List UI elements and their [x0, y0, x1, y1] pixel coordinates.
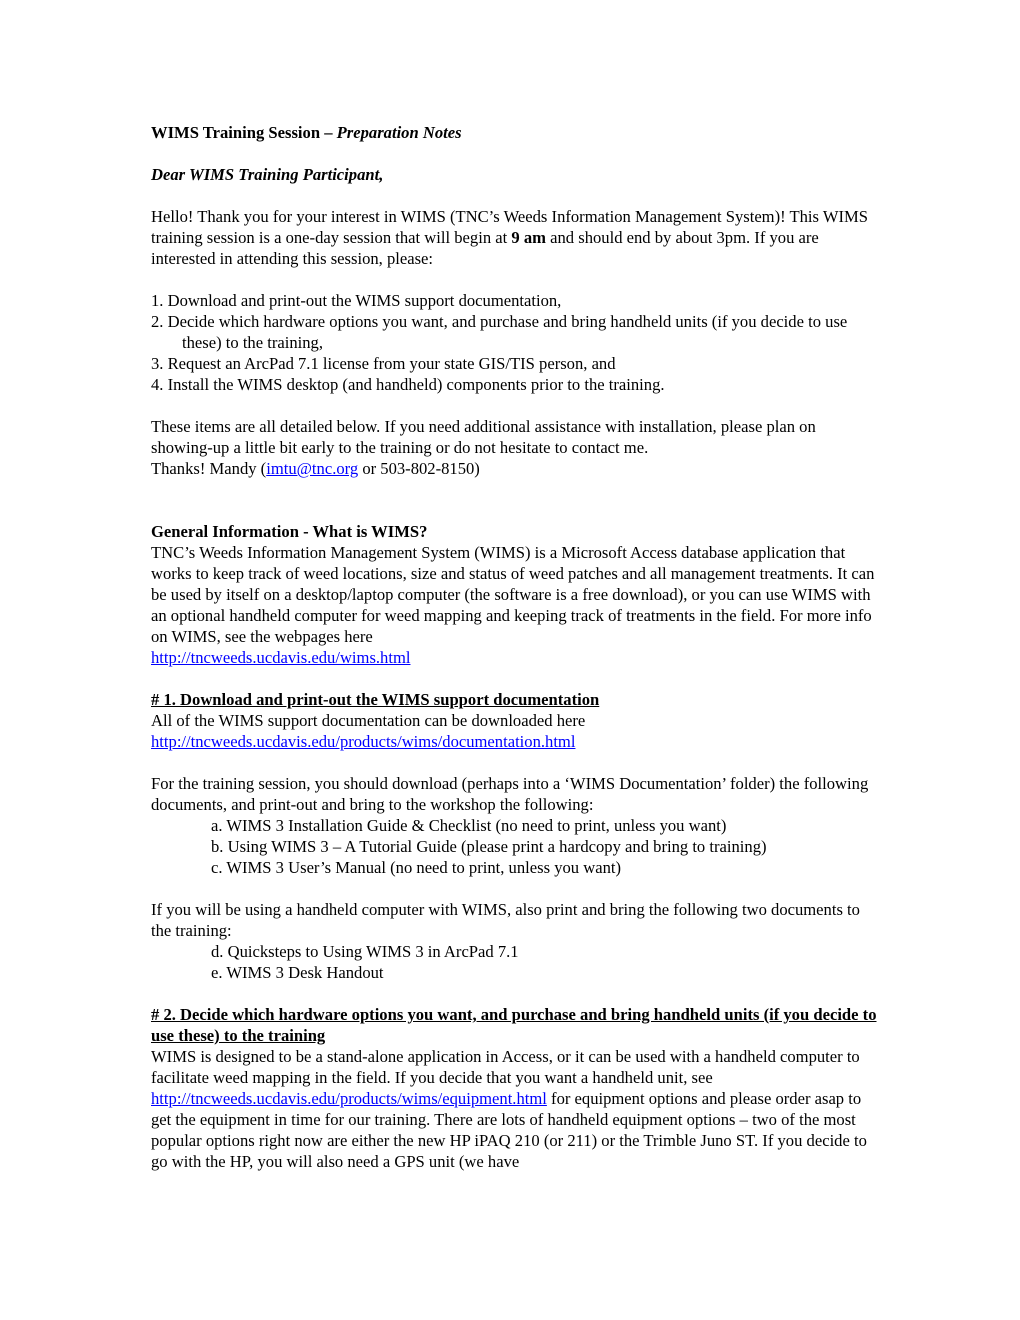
- section2-paragraph: WIMS is designed to be a stand-alone application in Access, or it can be used with a handheld computer to facilitate weed mapping in the field. If you decide that you want a handheld unit, see http://tncweeds.ucdavis.edu/products/wims/equipment.html for equipment options and please order asap to get the equipment in time for our training. There are lots of handheld equipment options – two of the most popular options right now are either the new HP iPAQ 210 (or 211) or the Trimble Juno ST. If you decide to go with the HP, you will also need a GPS unit (we have: [151, 1047, 867, 1171]
- section-heading-general: General Information - What is WIMS?: [151, 522, 428, 541]
- assistance-paragraph: These items are all detailed below. If you need additional assistance with installation, please plan on showing-up a little bit early to the training or do not hesitate to contact me.: [151, 417, 816, 457]
- section1-paragraph: For the training session, you should download (perhaps into a ‘WIMS Documentation’ folder) the following documents, and print-out and bring to the workshop the following:: [151, 774, 869, 814]
- handheld-paragraph: If you will be using a handheld computer with WIMS, also print and bring the following two documents to the training:: [151, 900, 860, 940]
- list-item: 2. Decide which hardware options you want, and purchase and bring handheld units (if you decide to use these) to the training,: [151, 312, 848, 352]
- list-item: d. Quicksteps to Using WIMS 3 in ArcPad 7.1: [211, 942, 519, 961]
- list-item: c. WIMS 3 User’s Manual (no need to print, unless you want): [211, 858, 622, 877]
- section-heading-2: # 2. Decide which hardware options you want, and purchase and bring handheld units (if you decide to use these) to the training: [151, 1005, 877, 1045]
- list-item: a. WIMS 3 Installation Guide & Checklist (no need to print, unless you want): [211, 816, 727, 835]
- intro-paragraph: Hello! Thank you for your interest in WIMS (TNC’s Weeds Information Management System)! This WIMS training session is a one-day session that will begin at 9 am and should end by about 3pm. If you are interested in attending this session, please:: [151, 207, 869, 268]
- list-item: 4. Install the WIMS desktop (and handheld) components prior to the training.: [151, 375, 665, 394]
- list-item: 1. Download and print-out the WIMS support documentation,: [151, 291, 562, 310]
- salutation: Dear WIMS Training Participant,: [151, 165, 384, 184]
- equipment-link[interactable]: http://tncweeds.ucdavis.edu/products/wims/equipment.html: [151, 1089, 547, 1108]
- wims-link[interactable]: http://tncweeds.ucdavis.edu/wims.html: [151, 648, 411, 667]
- document-title: WIMS Training Session – Preparation Notes: [151, 123, 462, 142]
- documentation-link[interactable]: http://tncweeds.ucdavis.edu/products/wims/documentation.html: [151, 732, 576, 751]
- document-body: [151, 122, 881, 1172]
- section-heading-1: # 1. Download and print-out the WIMS support documentation: [151, 690, 600, 709]
- list-item: b. Using WIMS 3 – A Tutorial Guide (please print a hardcopy and bring to training): [211, 837, 767, 856]
- list-item: 3. Request an ArcPad 7.1 license from your state GIS/TIS person, and: [151, 354, 616, 373]
- signoff: Thanks! Mandy (imtu@tnc.org or 503-802-8150): [151, 459, 480, 478]
- general-paragraph: TNC’s Weeds Information Management System (WIMS) is a Microsoft Access database application that works to keep track of weed locations, size and status of weed patches and all management treatments. It can be used by itself on a desktop/laptop computer (the software is a free download), or you can use WIMS with an optional handheld computer for weed mapping and keeping track of treatments in the field. For more info on WIMS, see the webpages here: [151, 543, 875, 646]
- list-item: e. WIMS 3 Desk Handout: [211, 963, 384, 982]
- email-link[interactable]: imtu@tnc.org: [266, 459, 359, 478]
- section1-intro: All of the WIMS support documentation can be downloaded here: [151, 711, 586, 730]
